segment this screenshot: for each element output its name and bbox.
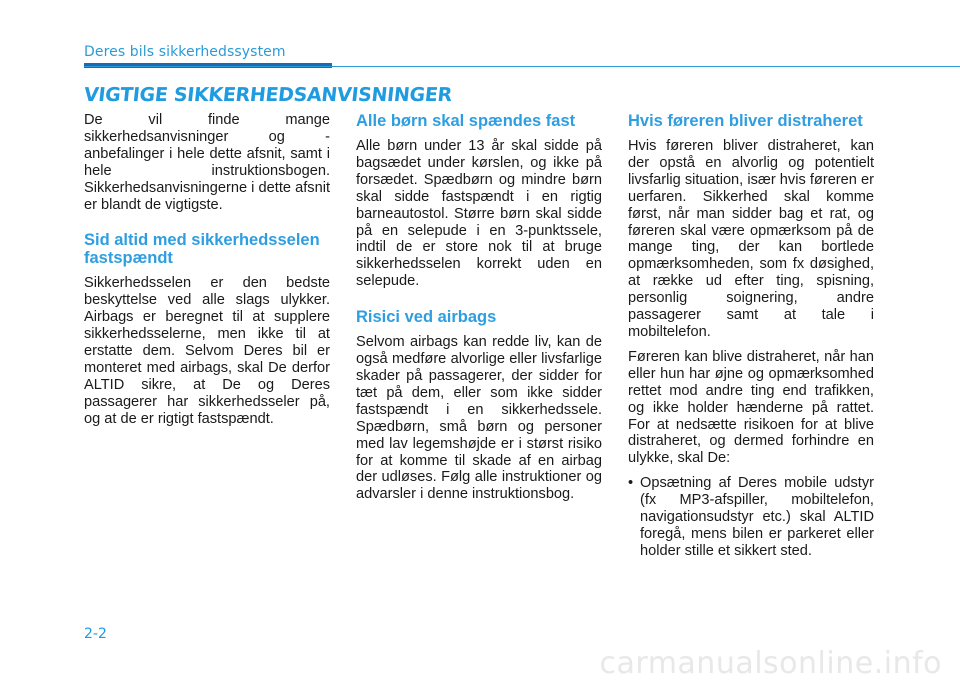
seatbelt-heading: Sid altid med sikkerhedsselen fastspændt — [84, 231, 320, 268]
bullet-dot: • — [628, 475, 634, 492]
children-heading: Alle børn skal spændes fast — [356, 112, 576, 130]
page-number: 2-2 — [84, 626, 107, 642]
seatbelt-paragraph: Sikkerhedsselen er den bedste beskyttelse ved alle slags ulykker. Airbags er beregnet til at supplere sikkerhedsselerne, men ikke til at erstatte dem. Selvom Deres bil er monteret med airbags, skal De derfor ALTID sikre, at De og Deres passagerer har sikkerhedsseler på, og at de er rigtigt fastspændt. — [84, 275, 330, 427]
page-title: VIGTIGE SIKKERHEDSANVISNINGER — [82, 84, 453, 106]
distraction-paragraph-1: Hvis føreren bliver distraheret, kan der opstå en alvorlig og potentielt livsfarlig situation, især hvis føreren er uerfaren. Sikkerhed skal komme først, når man sidder bag et rat, og føreren skal være opmærksom på de mange ting, der kan bortlede opmærksomheden, som fx døsighed, at række ud efter ting, spisning, personlig soignering, andre passagerer samt at tale i mobiltelefon. — [628, 138, 874, 340]
column-3 — [628, 112, 874, 560]
column-2 — [356, 112, 602, 511]
header-rule-thin — [84, 66, 960, 67]
distraction-heading: Hvis føreren bliver distraheret — [628, 112, 863, 130]
distraction-paragraph-2: Føreren kan blive distraheret, når han eller hun har øjne og opmærksomhed rettet mod andre ting end trafikken, og ikke holder hænderne på rattet. For at nedsætte risikoen for at blive distraheret, og dermed forhindre en ulykke, skal De: — [628, 348, 874, 467]
column-1 — [84, 112, 330, 436]
distraction-bullet-list — [628, 475, 874, 560]
section-header: Deres bils sikkerhedssystem — [84, 44, 286, 60]
intro-paragraph: De vil finde mange sikkerhedsanvisninger og -anbefalinger i hele dette afsnit, samt i hele instruktionsbogen. Sikkerhedsanvisningerne i dette afsnit er blandt de vigtigste. — [84, 112, 330, 213]
bullet-text: Opsætning af Deres mobile udstyr (fx MP3-afspiller, mobiltelefon, navigationsudstyr etc.) skal ALTID foregå, mens bilen er parkeret eller holder stille et sikkert sted. — [640, 475, 874, 559]
children-paragraph: Alle børn under 13 år skal sidde på bagsædet under kørslen, og ikke på forsædet. Spædbørn og mindre børn skal sidde fastspændt i en rigtig barneautostol. Større børn skal sidde på en selepude i en 3-punktssele, indtil de er store nok til at bruge sikkerhedsselen korrekt uden en selepude. — [356, 138, 602, 290]
bullet-item — [628, 475, 874, 560]
airbag-risk-paragraph: Selvom airbags kan redde liv, kan de også medføre alvorlige eller livsfarlige skader på passagerer, der sidder for tæt på dem, eller som ikke sidder fastspændt i en sikkerhedssele. Spædbørn, små børn og personer med lav legemshøjde er i størst risiko for at komme til skade af en airbag der udløses. Følg alle instruktioner og advarsler i denne instruktionsbog. — [356, 334, 602, 503]
airbag-risk-heading: Risici ved airbags — [356, 308, 497, 327]
watermark: carmanualsonline.info — [599, 646, 942, 681]
